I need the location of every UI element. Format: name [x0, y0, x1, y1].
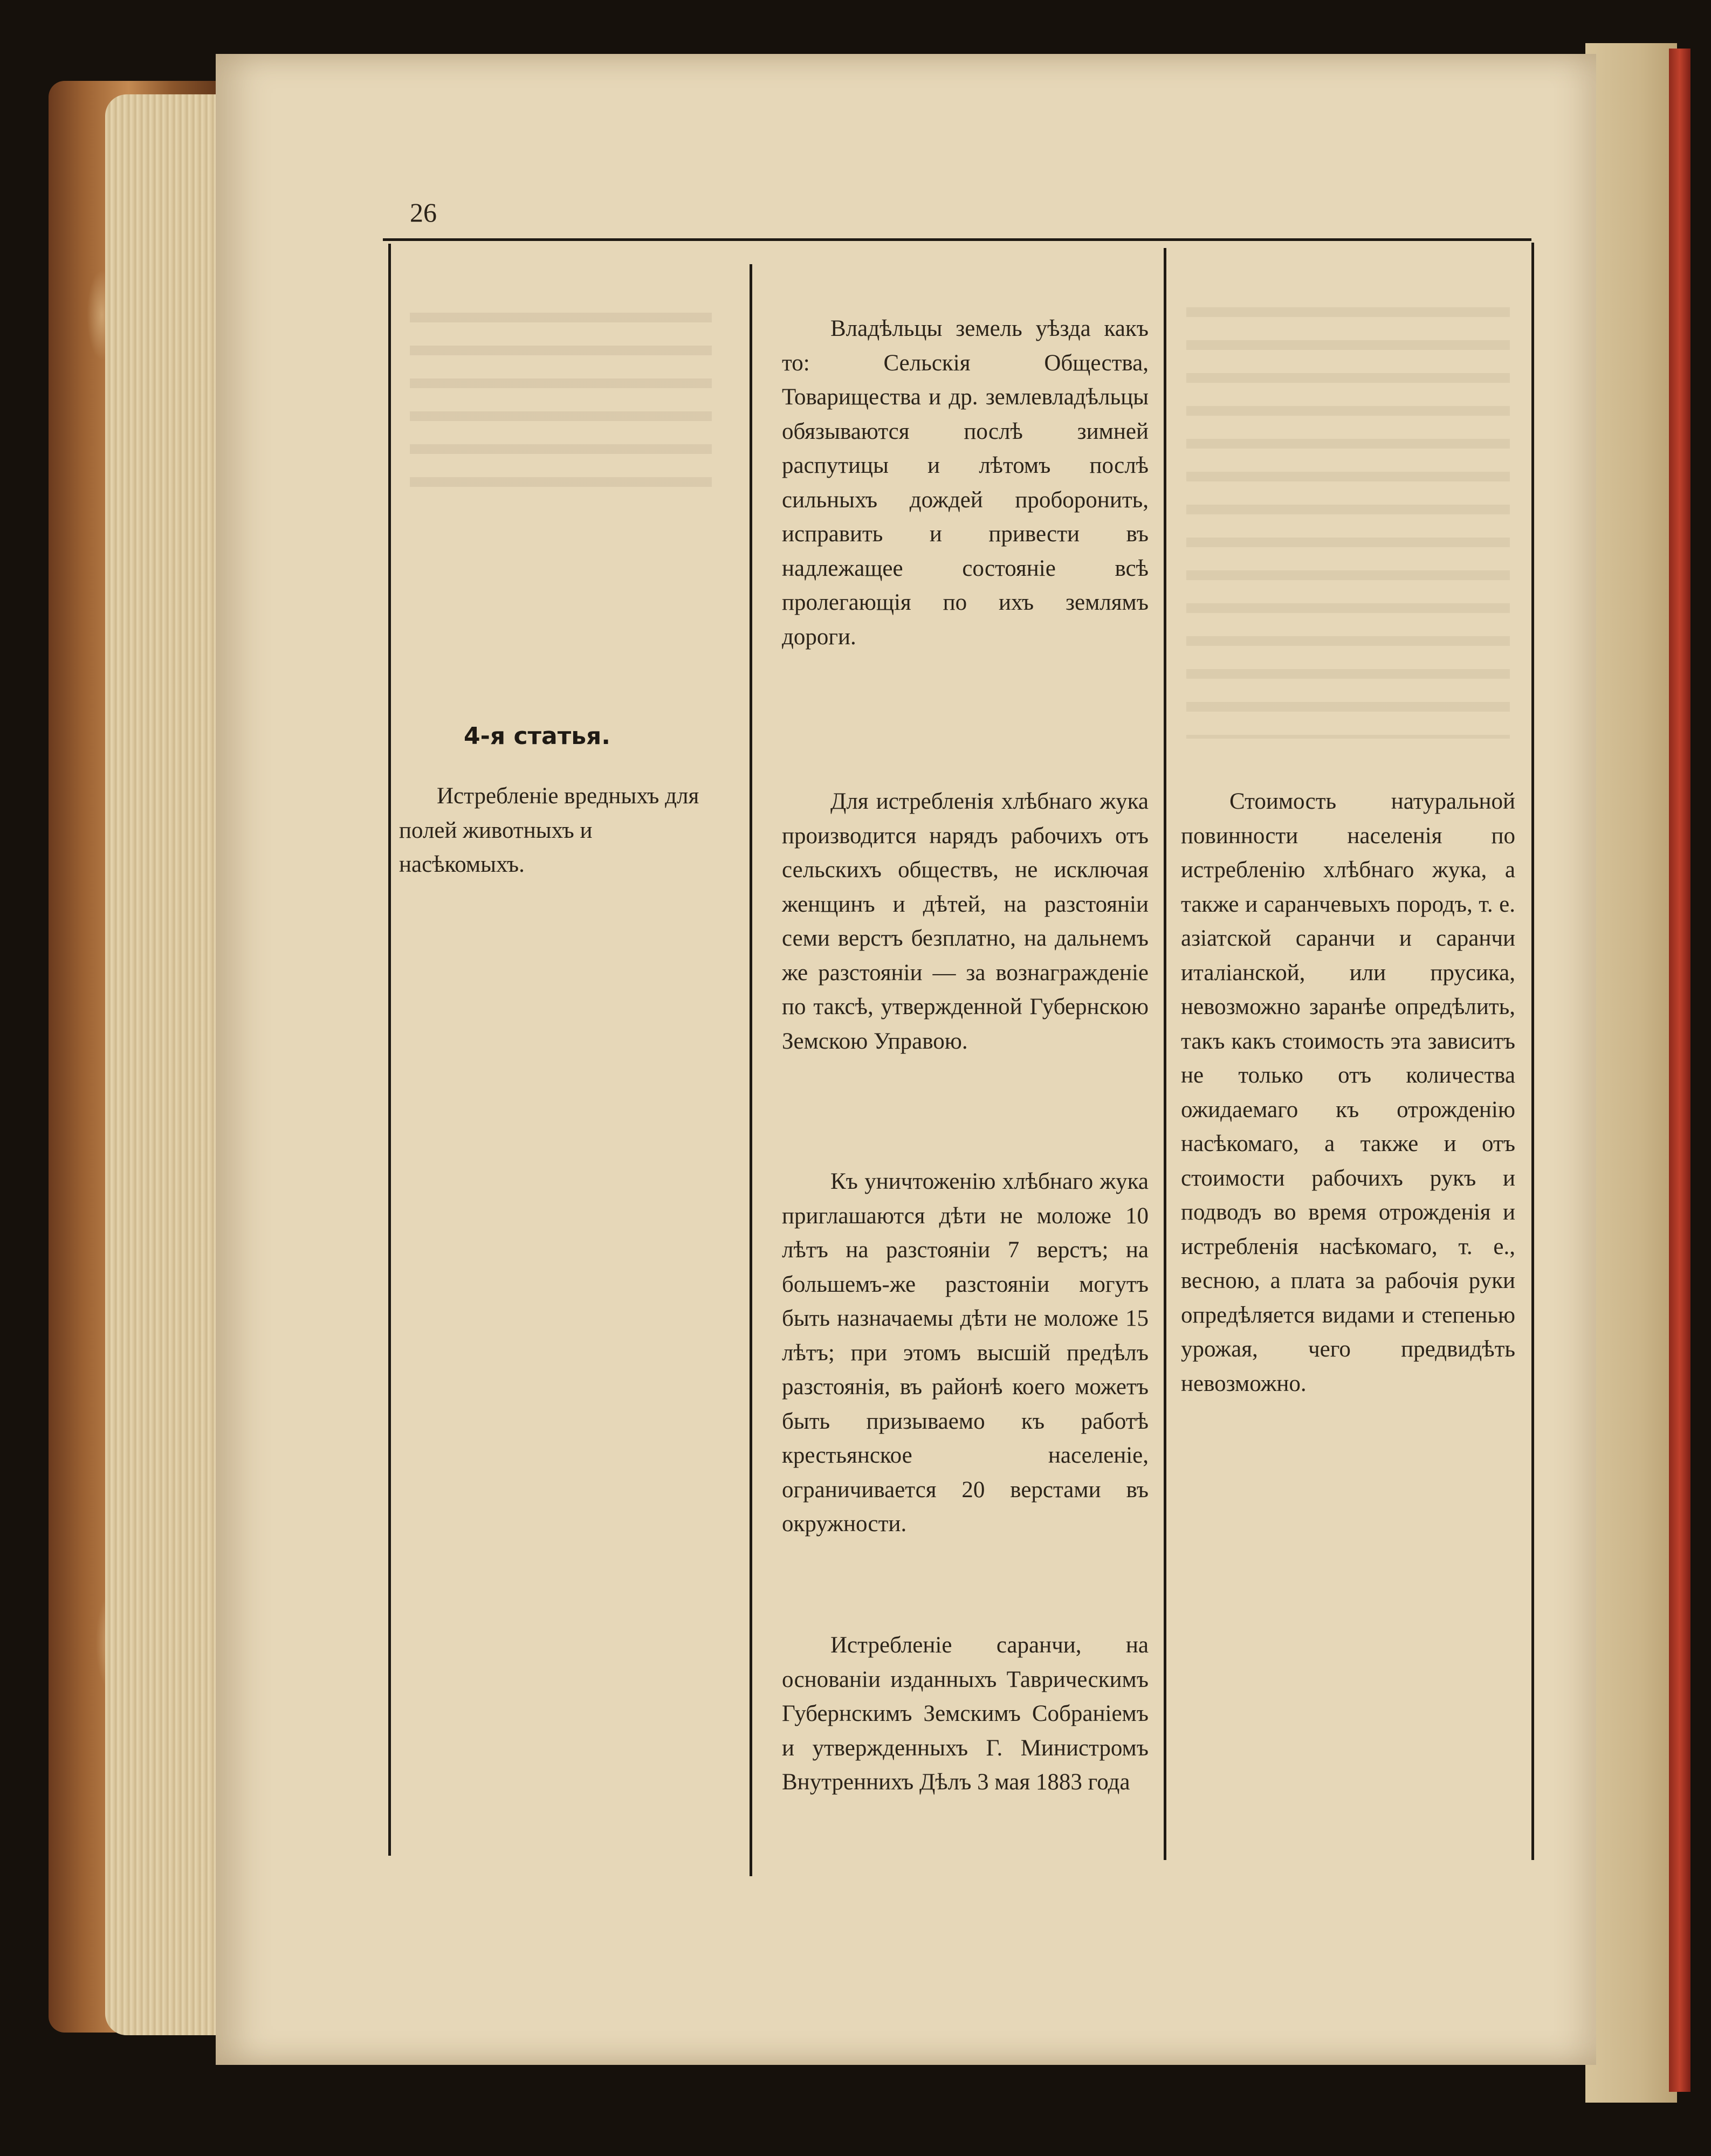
article-subheading — [399, 779, 723, 882]
middle-column-para-4 — [782, 1628, 1149, 1800]
column-rule-left — [388, 244, 391, 1856]
page-edges — [105, 94, 235, 2035]
middle-column-para-1 — [782, 312, 1149, 654]
middle-column-para-2 — [782, 784, 1149, 1058]
subheading-text: Истребленіе вредныхъ для полей животныхъ и насѣкомыхъ. — [399, 783, 699, 877]
facing-page-edge — [1585, 43, 1677, 2103]
paragraph-locust: Истребленіе саранчи, на основаніи изданныхъ Таврическимъ Губернскимъ Земскимъ Собраніемъ и утвержденныхъ Г. Министромъ Внутреннихъ Дѣлъ 3 мая 1883 года — [782, 1633, 1149, 1795]
page-number: 26 — [410, 197, 437, 228]
bleed-through-right — [1186, 307, 1510, 739]
article-heading: 4-я статья. — [464, 722, 611, 750]
paragraph-beetle-labor: Для истребленія хлѣбнаго жука производится нарядъ рабочихъ отъ сельскихъ обществъ, не исключая женщинъ и дѣтей, на разстояніи семи верстъ безплатно, на дальнемъ же разстояніи — за вознагражденіе по таксѣ, утвержденной Губернскою Земскою Управою. — [782, 789, 1149, 1054]
bleed-through-left — [410, 313, 712, 491]
right-column-para-1 — [1181, 784, 1515, 1401]
paragraph-roads: Владѣльцы земель уѣзда какъ то: Сельскія Общества, Товарищества и др. землевладѣльцы обязываются послѣ зимней распутицы и лѣтомъ послѣ сильныхъ дождей проборонить, исправить и привести въ надлежащее состояніе всѣ пролегающія по ихъ землямъ дороги. — [782, 316, 1149, 650]
middle-column-para-3 — [782, 1165, 1149, 1541]
paragraph-children: Къ уничтоженію хлѣбнаго жука приглашаются дѣти не моложе 10 лѣтъ на разстояніи 7 верстъ; на большемъ-же разстояніи могутъ быть назначаемы дѣти не моложе 15 лѣтъ; при этомъ высшій предѣлъ разстоянія, въ районѣ коего можетъ быть призываемо къ работѣ крестьянское населеніе, ограничивается 20 верстами въ окружности. — [782, 1169, 1149, 1537]
red-page-edge — [1669, 49, 1691, 2092]
column-rule-middle-right — [1164, 248, 1166, 1860]
column-rule-right — [1531, 243, 1534, 1860]
table-top-rule — [383, 238, 1531, 241]
book-page — [216, 54, 1596, 2065]
paragraph-cost: Стоимость натуральной повинности населенія по истребленію хлѣбнаго жука, а также и саранчевыхъ породъ, т. е. азіатской саранчи и саранчи италіанской, или прусика, невозможно заранѣе опредѣлить, такъ какъ стоимость эта зависитъ не только отъ количества ожидаемаго къ отрожденію насѣкомаго, а также и отъ стоимости рабочихъ рукъ и подводъ во время отрожденія и истребленія насѣкомаго, т. е., весною, а плата за рабочія руки опредѣляется видами и степенью урожая, чего предвидѣть невозможно. — [1181, 789, 1515, 1396]
column-rule-middle-left — [750, 264, 752, 1876]
